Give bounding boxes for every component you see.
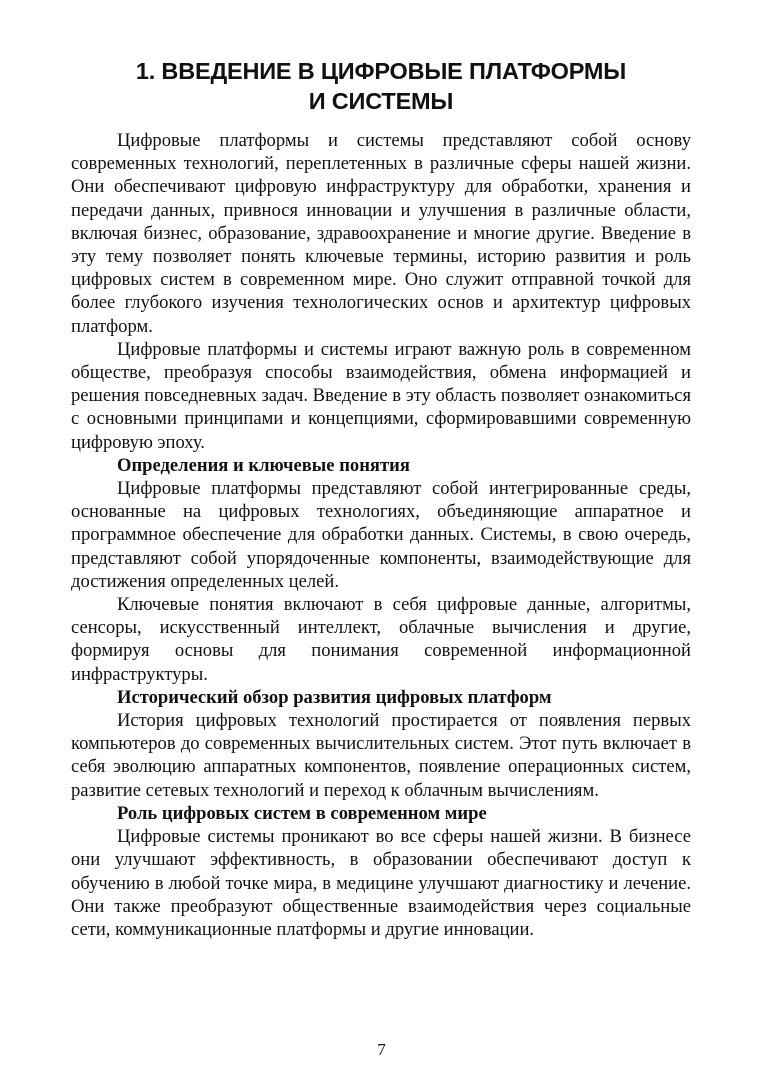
definitions-paragraph: Ключевые понятия включают в себя цифровые данные, алгоритмы, сенсоры, искусственный интеллект, облачные вычисления и другие, формируя основы для понимания современной информационной инфраструктуры. [71, 594, 691, 685]
chapter-title-line-2: И СИСТЕМЫ [308, 88, 454, 114]
chapter-title [70, 56, 692, 116]
section-heading-history: Исторический обзор развития цифровых платформ [117, 686, 552, 708]
section-heading-definitions: Определения и ключевые понятия [117, 454, 410, 476]
intro-paragraph: Цифровые платформы и системы представляют собой основу современных технологий, переплетенных в различные сферы нашей жизни. Они обеспечивают цифровую инфраструктуру для обработки, хранения и передачи данных, привнося инновации и улучшения в различные области, включая бизнес, образование, здравоохранение и многие другие. Введение в эту тему позволяет понять ключевые термины, историю развития и роль цифровых систем в современном мире. Оно служит отправной точкой для более глубокого изучения технологических основ и архитектур цифровых платформ. [71, 130, 691, 337]
section-heading-role: Роль цифровых систем в современном мире [117, 802, 487, 824]
definitions-paragraph: Цифровые платформы представляют собой интегрированные среды, основанные на цифровых технологиях, объединяющие аппаратное и программное обеспечение для обработки данных. Системы, в свою очередь, представляют собой упорядоченные компоненты, взаимодействующие для достижения определенных целей. [71, 478, 691, 592]
chapter-body [71, 129, 691, 941]
chapter-title-line-1: 1. ВВЕДЕНИЕ В ЦИФРОВЫЕ ПЛАТФОРМЫ [135, 58, 627, 84]
intro-paragraph: Цифровые платформы и системы играют важную роль в современном обществе, преобразуя способы взаимодействия, обмена информацией и решения повседневных задач. Введение в эту область позволяет ознакомиться с основными принципами и концепциями, сформировавшими современную цифровую эпоху. [71, 338, 691, 453]
page-number: 7 [377, 1040, 386, 1059]
role-paragraph: Цифровые системы проникают во все сферы нашей жизни. В бизнесе они улучшают эффективность, в образовании обеспечивают доступ к обучению в любой точке мира, в медицине улучшают диагностику и лечение. Они также преобразуют общественные взаимодействия через социальные сети, коммуникационные платформы и другие инновации. [71, 826, 691, 940]
history-paragraph: История цифровых технологий простирается от появления первых компьютеров до современных вычислительных систем. Этот путь включает в себя эволюцию аппаратных компонентов, появление операционных систем, развитие сетевых технологий и переход к облачным вычислениям. [71, 710, 691, 801]
